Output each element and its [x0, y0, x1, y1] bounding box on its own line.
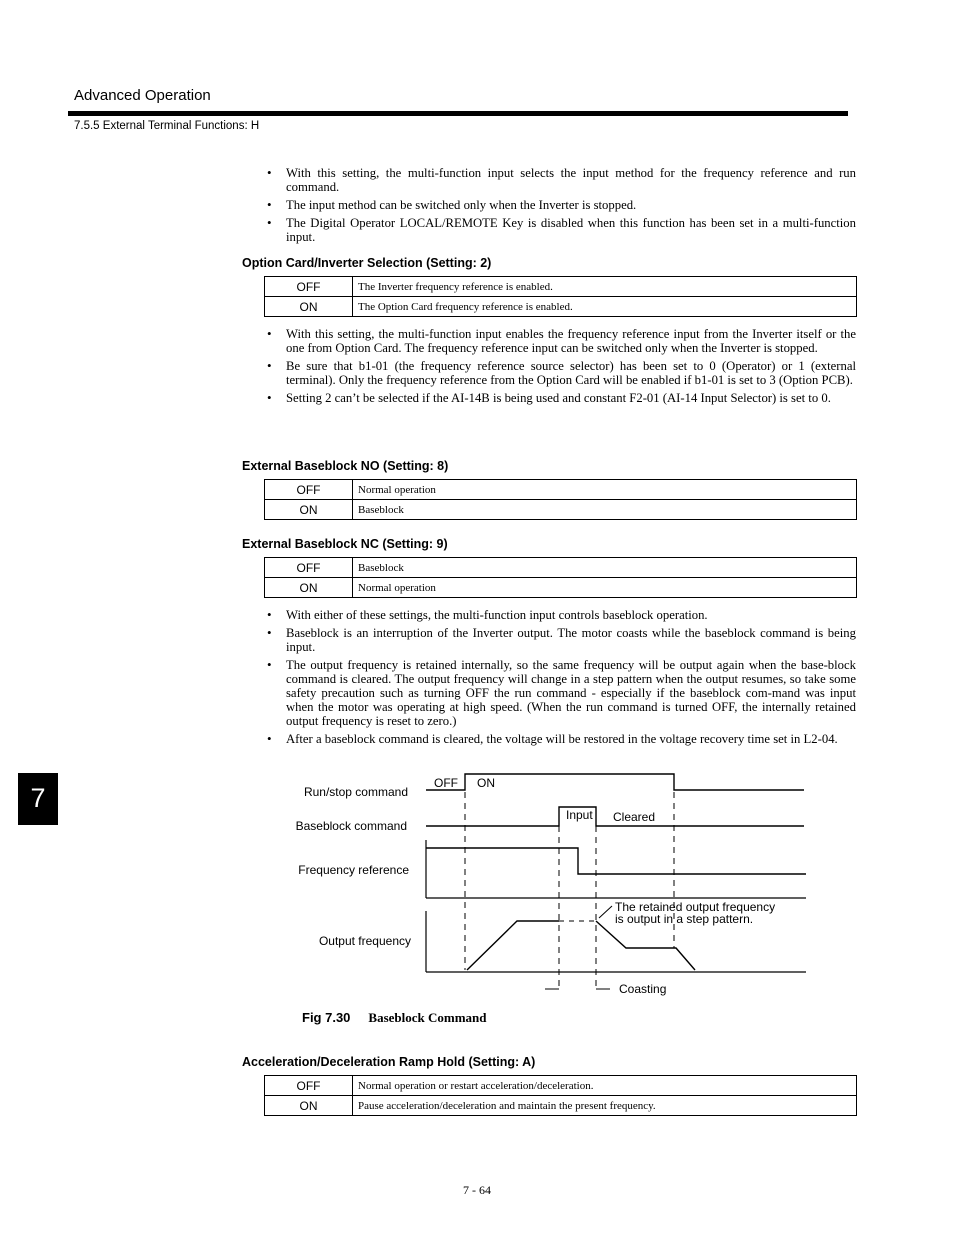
page-number: 7 - 64 — [463, 1183, 491, 1197]
annotation-off: OFF — [434, 776, 458, 790]
table-cell-value: Normal operation or restart acceleration/deceleration. — [353, 1076, 857, 1096]
table-cell-value: Normal operation — [353, 578, 857, 598]
output-freq-accel — [467, 921, 559, 970]
table-cell-key: ON — [265, 578, 353, 598]
figure-caption — [302, 1010, 487, 1026]
table-row — [265, 500, 857, 520]
list-item: • With this setting, the multi-function input selects the input method for the frequency reference and run command. — [266, 166, 856, 194]
label-frequency-reference: Frequency reference — [298, 863, 409, 877]
table-cell-key: ON — [265, 1096, 353, 1116]
table-cell-key: OFF — [265, 558, 353, 578]
output-freq-resume — [596, 921, 695, 970]
table-row — [265, 277, 857, 297]
label-output-frequency: Output frequency — [318, 934, 411, 948]
option-card-heading: Option Card/Inverter Selection (Setting: 2) — [242, 256, 492, 270]
section-subtitle: 7.5.5 External Terminal Functions: H — [74, 120, 260, 132]
baseblock-no-table — [264, 479, 857, 520]
header-rule — [68, 111, 848, 116]
list-item: • The input method can be switched only when the Inverter is stopped. — [266, 198, 856, 212]
option-card-bullet-list — [266, 327, 856, 409]
list-item: • The Digital Operator LOCAL/REMOTE Key is disabled when this function has been set in a multi-function input. — [266, 216, 856, 244]
chapter-tab: 7 — [18, 773, 58, 825]
list-item: • After a baseblock command is cleared, the voltage will be restored in the voltage recovery time set in L2-04. — [266, 732, 856, 746]
table-cell-value: Pause acceleration/deceleration and maintain the present frequency. — [353, 1096, 857, 1116]
table-cell-value: Baseblock — [353, 558, 857, 578]
figure-title: Baseblock Command — [368, 1010, 487, 1025]
page-header-title: Advanced Operation — [74, 87, 211, 104]
option-card-table — [264, 276, 857, 317]
annotation-cleared: Cleared — [613, 810, 656, 824]
table-row — [265, 558, 857, 578]
baseblock-signal — [426, 807, 804, 826]
figure-number: Fig 7.30 — [302, 1010, 351, 1025]
list-item: • The output frequency is retained internally, so the same frequency will be output again when the base-block command is cleared. The output frequency will change in a step pattern when the output resumes, so take some safety precaution such as turning OFF the run command - especially if the baseblock com-mand was input when the motor was operating at high speed. (When the run command is turned OFF, the internally retained output frequency is reset to zero.) — [266, 658, 856, 728]
table-row — [265, 1076, 857, 1096]
annotation-pointer — [599, 906, 612, 918]
table-cell-key: OFF — [265, 277, 353, 297]
annotation-on: ON — [477, 776, 495, 790]
annotation-retained-line1: The retained output frequency — [615, 900, 776, 914]
intro-bullet-list — [266, 166, 856, 248]
table-row — [265, 578, 857, 598]
list-item: • Be sure that b1-01 (the frequency reference source selector) has been set to 0 (Operator) or 1 (external terminal). Only the frequency reference from the Option Card will be enabled if b1-01 is set to 3 (Option PCB). — [266, 359, 856, 387]
list-item: • Baseblock is an interruption of the Inverter output. The motor coasts while the baseblock command is being input. — [266, 626, 856, 654]
list-item: • Setting 2 can’t be selected if the AI-14B is being used and constant F2-01 (AI-14 Input Selector) is set to 0. — [266, 391, 856, 405]
annotation-retained-line2: is output in a step pattern. — [615, 912, 754, 926]
annotation-coasting: Coasting — [619, 982, 667, 996]
freq-ref-signal — [426, 848, 806, 874]
table-cell-key: OFF — [265, 1076, 353, 1096]
annotation-input: Input — [566, 808, 593, 822]
table-cell-value: The Option Card frequency reference is enabled. — [353, 297, 857, 317]
run-stop-signal — [426, 774, 804, 790]
table-row — [265, 297, 857, 317]
list-item: • With either of these settings, the multi-function input controls baseblock operation. — [266, 608, 856, 622]
baseblock-nc-heading: External Baseblock NC (Setting: 9) — [242, 537, 448, 551]
ramp-hold-table — [264, 1075, 857, 1116]
baseblock-nc-table — [264, 557, 857, 598]
ramp-hold-heading: Acceleration/Deceleration Ramp Hold (Setting: A) — [242, 1055, 536, 1069]
baseblock-no-heading: External Baseblock NO (Setting: 8) — [242, 459, 449, 473]
table-cell-value: Normal operation — [353, 480, 857, 500]
table-cell-value: The Inverter frequency reference is enabled. — [353, 277, 857, 297]
table-cell-key: ON — [265, 500, 353, 520]
table-row — [265, 480, 857, 500]
table-row — [265, 1096, 857, 1116]
list-item: • With this setting, the multi-function input enables the frequency reference input from the Inverter itself or the one from Option Card. The frequency reference input can be switched only when the Inverter is stopped. — [266, 327, 856, 355]
table-cell-value: Baseblock — [353, 500, 857, 520]
label-run-stop: Run/stop command — [303, 785, 408, 799]
label-baseblock: Baseblock command — [295, 819, 407, 833]
table-cell-key: OFF — [265, 480, 353, 500]
baseblock-bullet-list — [266, 608, 856, 750]
table-cell-key: ON — [265, 297, 353, 317]
